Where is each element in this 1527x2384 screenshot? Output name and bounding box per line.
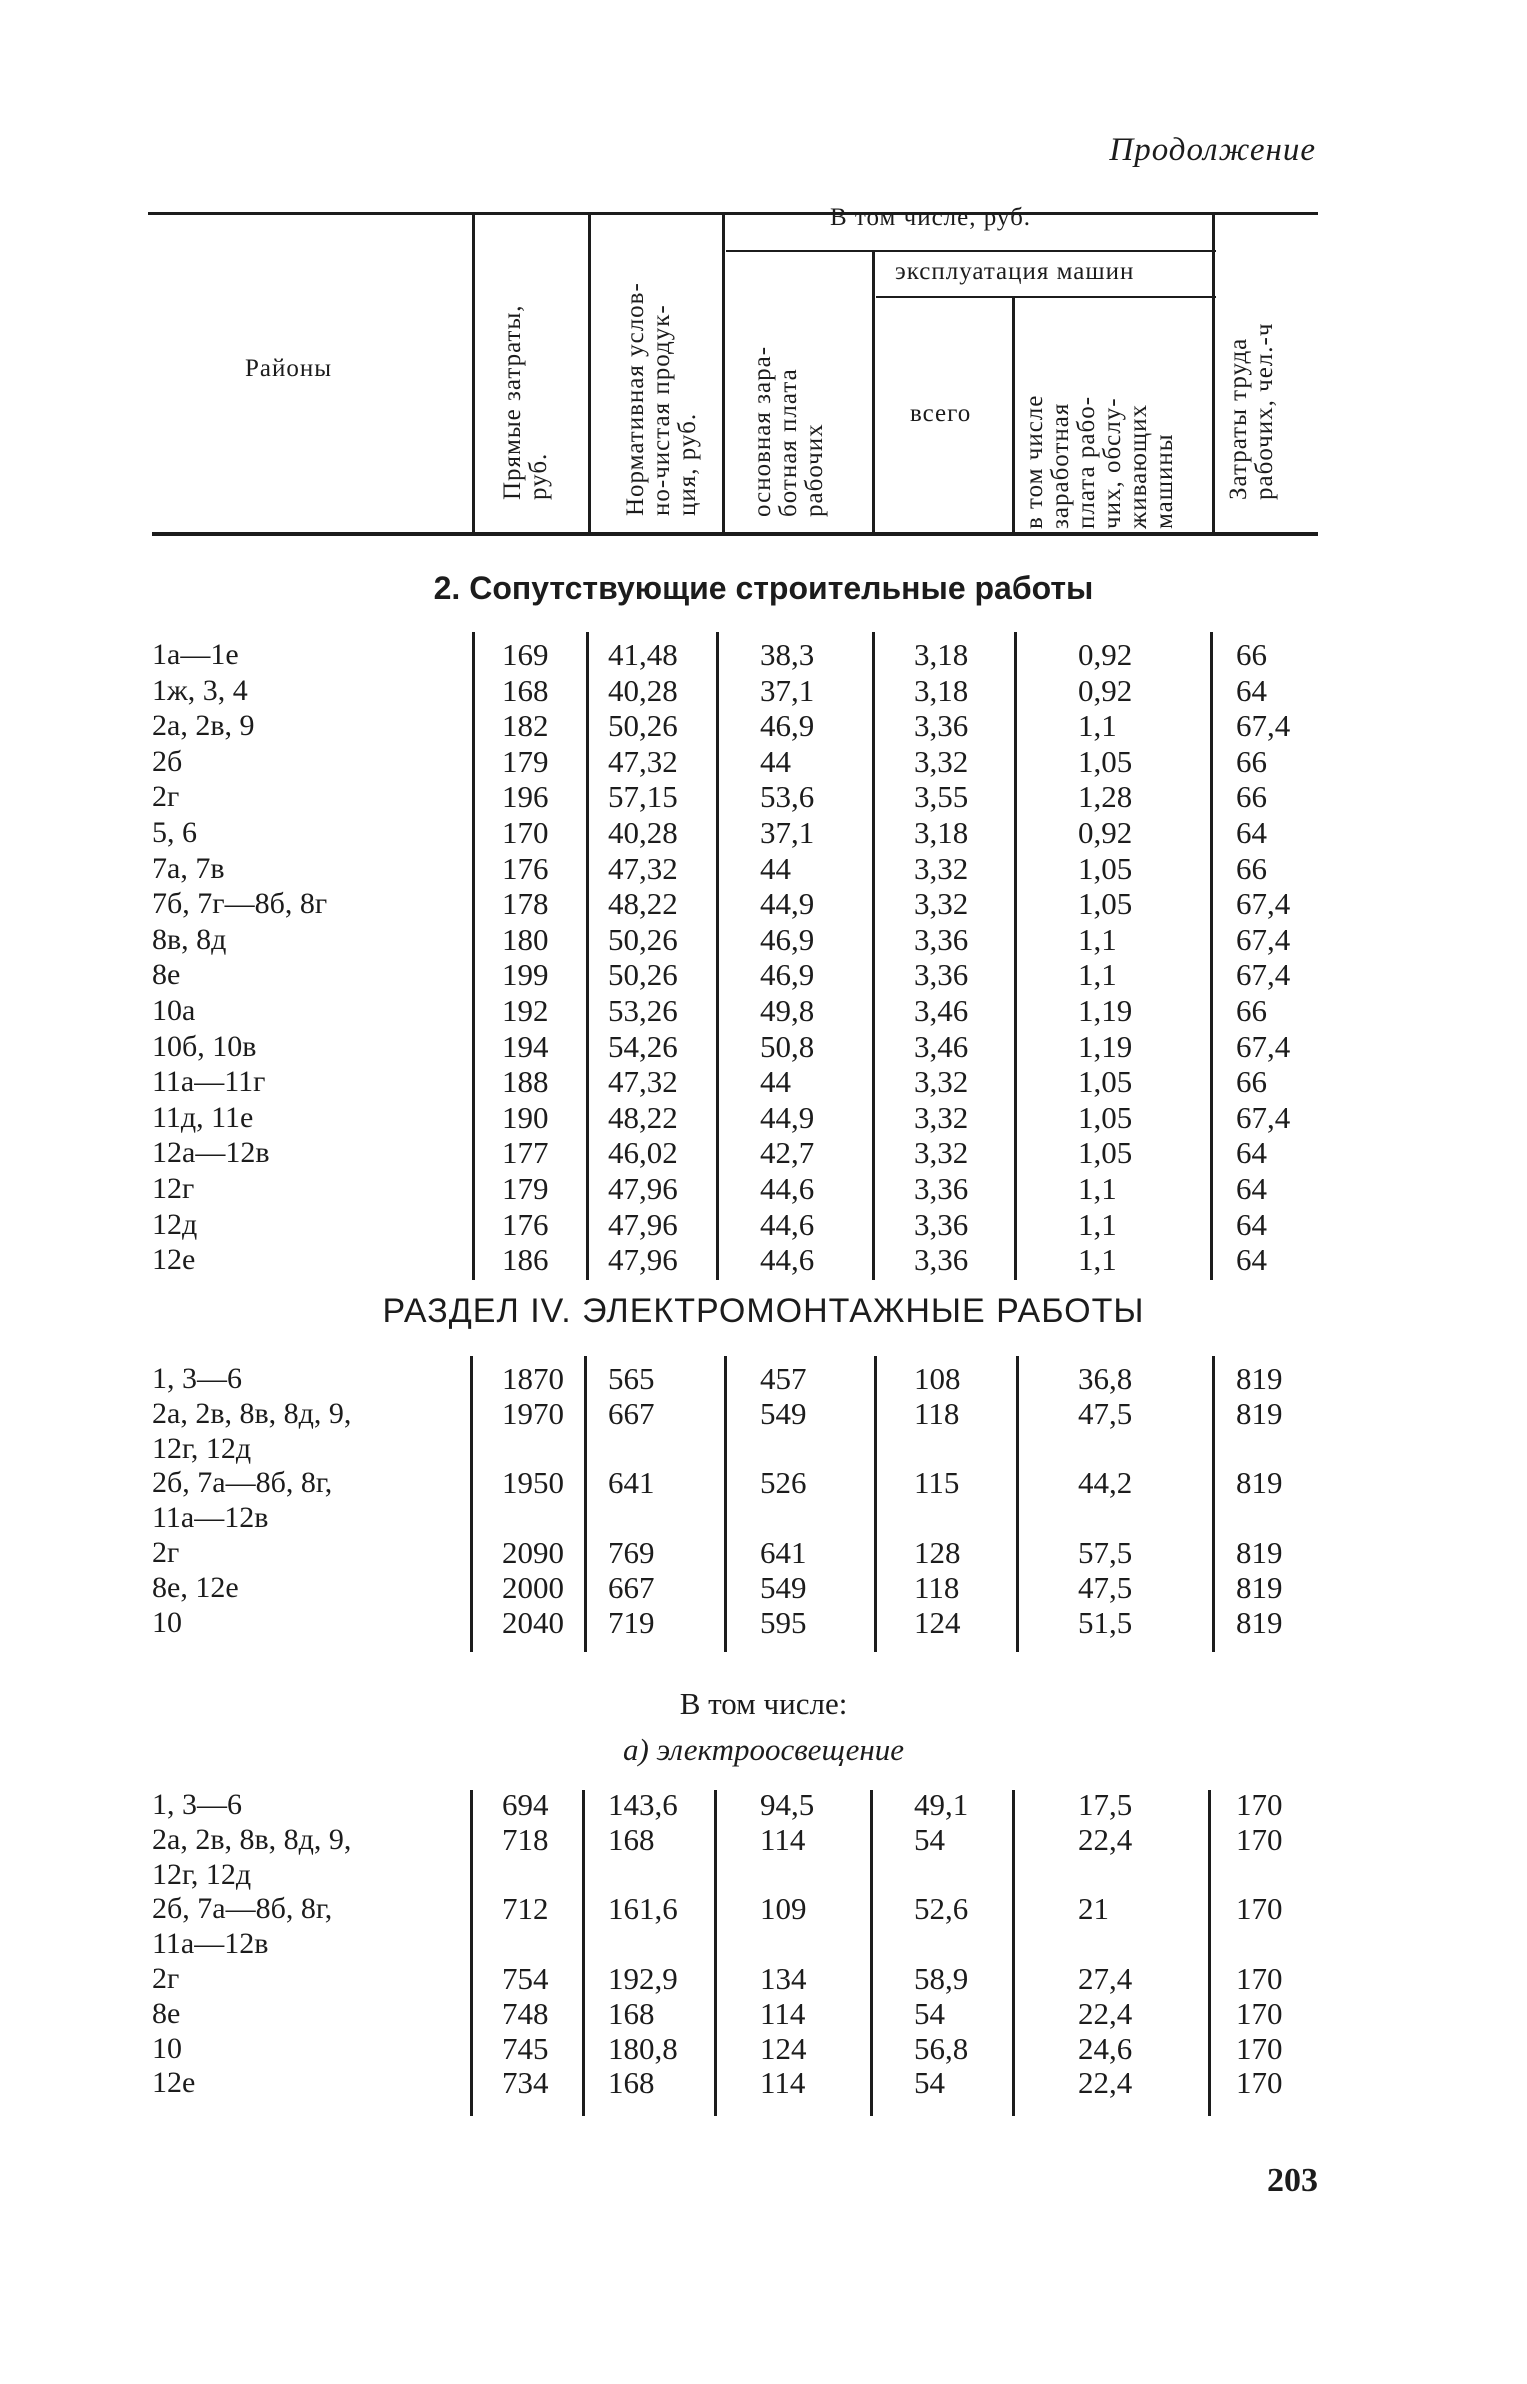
table-row [0, 1536, 1527, 1572]
direct-costs-cell: 1950 [502, 1465, 564, 1501]
region-cell: 1ж, 3, 4 [152, 673, 248, 707]
labor-costs-cell: 819 [1236, 1569, 1283, 1605]
region-cell: 12а—12в [152, 1136, 270, 1170]
machine-total-cell: 54 [914, 1995, 945, 2031]
table-row [0, 1362, 1527, 1398]
machine-wage-cell: 1,05 [1078, 886, 1133, 922]
regions-header: Районы [245, 355, 333, 382]
base-wage-cell: 49,8 [760, 993, 815, 1028]
table-row [0, 1823, 1527, 1859]
base-wage-cell: 114 [760, 1821, 806, 1857]
table-row [0, 1962, 1527, 1998]
continued-label: Продолжение [1109, 132, 1316, 168]
net-production-cell: 54,26 [608, 1028, 678, 1064]
region-cell: 2г [152, 1536, 180, 1569]
direct-costs-cell: 190 [502, 1099, 549, 1135]
page-number: 203 [1267, 2162, 1318, 2199]
direct-costs-cell: 188 [502, 1064, 549, 1100]
direct-costs-cell: 179 [502, 743, 549, 779]
net-production-cell: 47,96 [608, 1206, 678, 1242]
base-wage-header: основная зара- ботная плата рабочих [749, 345, 828, 517]
region-cell: 5, 6 [152, 816, 197, 849]
base-wage-cell: 44,9 [760, 1099, 815, 1135]
section-title-accompanying: 2. Сопутствующие строительные работы [433, 570, 1094, 606]
machine-wage-cell: 1,1 [1078, 957, 1117, 993]
labor-costs-cell: 64 [1236, 1171, 1267, 1206]
machine-wage-cell: 1,05 [1078, 1099, 1133, 1135]
machine-total-cell: 3,46 [914, 993, 969, 1028]
header-divider-5 [1012, 298, 1015, 532]
direct-costs-cell: 712 [502, 1891, 549, 1927]
subsection-title-lighting: а) электроосвещение [622, 1732, 905, 1767]
base-wage-cell: 38,3 [760, 637, 815, 672]
region-cell: 2а, 2в, 9 [152, 709, 255, 743]
base-wage-cell: 44,6 [760, 1171, 815, 1206]
labor-costs-cell: 170 [1236, 1787, 1283, 1822]
machine-wage-cell: 0,92 [1078, 815, 1133, 850]
region-cell: 12е [152, 2066, 196, 2100]
direct-costs-cell: 192 [502, 993, 549, 1028]
machine-total-cell: 3,18 [914, 672, 969, 708]
net-production-cell: 57,15 [608, 779, 678, 815]
region-cell: 2г [152, 1962, 180, 1995]
machine-wage-cell: 17,5 [1078, 1787, 1133, 1822]
machine-total-cell: 3,32 [914, 1135, 969, 1171]
machine-total-cell: 3,46 [914, 1028, 969, 1064]
table-row [0, 638, 1527, 674]
header-bottom-rule [152, 532, 1318, 536]
table-row [0, 887, 1527, 923]
labor-costs-cell: 819 [1236, 1465, 1283, 1501]
machine-total-cell: 54 [914, 2065, 945, 2101]
direct-costs-cell: 186 [502, 1242, 549, 1278]
labor-costs-cell: 64 [1236, 815, 1267, 850]
region-cell: 12д [152, 1207, 198, 1241]
machine-wage-cell: 47,5 [1078, 1395, 1133, 1431]
machine-wage-cell: 1,1 [1078, 921, 1117, 957]
net-production-cell: 47,32 [608, 743, 678, 779]
direct-costs-cell: 170 [502, 815, 549, 850]
net-production-cell: 168 [608, 2065, 655, 2101]
net-production-cell: 143,6 [608, 1787, 678, 1822]
machine-total-cell: 3,55 [914, 779, 969, 815]
base-wage-cell: 44 [760, 743, 791, 779]
machine-total-cell: 49,1 [914, 1787, 969, 1822]
machine-wage-cell: 24,6 [1078, 2030, 1133, 2066]
net-production-cell: 667 [608, 1569, 655, 1605]
base-wage-cell: 44 [760, 850, 791, 886]
labor-costs-cell: 67,4 [1236, 1099, 1291, 1135]
base-wage-cell: 595 [760, 1604, 807, 1640]
machine-total-cell: 118 [914, 1395, 960, 1431]
direct-costs-cell: 176 [502, 1206, 549, 1242]
machine-total-cell: 3,36 [914, 957, 969, 993]
machine-wage-cell: 47,5 [1078, 1569, 1133, 1605]
base-wage-cell: 46,9 [760, 708, 815, 744]
machine-wage-cell: 1,19 [1078, 993, 1133, 1028]
base-wage-cell: 46,9 [760, 957, 815, 993]
base-wage-cell: 114 [760, 2065, 806, 2101]
base-wage-cell: 37,1 [760, 815, 815, 850]
direct-costs-cell: 718 [502, 1821, 549, 1857]
machine-total-cell: 3,36 [914, 708, 969, 744]
labor-costs-cell: 170 [1236, 1891, 1283, 1927]
net-production-cell: 50,26 [608, 957, 678, 993]
base-wage-cell: 124 [760, 2030, 807, 2066]
net-production-cell: 47,32 [608, 850, 678, 886]
net-production-cell: 48,22 [608, 1099, 678, 1135]
net-production-cell: 47,96 [608, 1171, 678, 1206]
region-cell: 1а—1е [152, 638, 239, 671]
net-production-cell: 565 [608, 1361, 655, 1396]
machine-total-cell: 3,36 [914, 1242, 969, 1278]
table-row [0, 1858, 1527, 1894]
region-cell: 7б, 7г—8б, 8г [152, 887, 328, 921]
labor-costs-cell: 170 [1236, 2065, 1283, 2101]
machine-wage-cell: 51,5 [1078, 1604, 1133, 1640]
machine-wage-cell: 22,4 [1078, 1821, 1133, 1857]
header-divider-1 [472, 212, 475, 532]
machine-total-cell: 124 [914, 1604, 961, 1640]
region-cell: 12г, 12д [152, 1857, 252, 1891]
direct-costs-cell: 194 [502, 1028, 549, 1064]
region-cell: 7а, 7в [152, 851, 225, 885]
machine-wage-cell: 22,4 [1078, 2065, 1133, 2101]
table-row [0, 1030, 1527, 1066]
region-cell: 10а [152, 994, 196, 1027]
table-row [0, 780, 1527, 816]
region-cell: 2б, 7а—8б, 8г, [152, 1466, 333, 1500]
table-row [0, 1172, 1527, 1208]
labor-costs-cell: 66 [1236, 637, 1267, 672]
machine-wage-cell: 1,1 [1078, 708, 1117, 744]
direct-costs-cell: 168 [502, 672, 549, 708]
base-wage-cell: 109 [760, 1891, 807, 1927]
machine-wage-cell: 1,19 [1078, 1028, 1133, 1064]
net-production-cell: 719 [608, 1604, 655, 1640]
machine-total-cell: 54 [914, 1821, 945, 1857]
base-wage-cell: 549 [760, 1395, 807, 1431]
net-production-cell: 192,9 [608, 1961, 678, 1996]
table-row [0, 816, 1527, 852]
region-cell: 2б, 7а—8б, 8г, [152, 1892, 333, 1926]
region-cell: 12е [152, 1243, 196, 1277]
table-row [0, 2066, 1527, 2102]
direct-costs-cell: 178 [502, 886, 549, 922]
region-cell: 11а—12в [152, 1927, 269, 1961]
base-wage-cell: 53,6 [760, 779, 815, 815]
machine-wage-cell: 1,1 [1078, 1171, 1117, 1206]
machine-total-cell: 58,9 [914, 1961, 969, 1996]
table-row [0, 1397, 1527, 1433]
machine-total-cell: 3,32 [914, 886, 969, 922]
labor-costs-cell: 819 [1236, 1395, 1283, 1431]
base-wage-cell: 42,7 [760, 1135, 815, 1171]
base-wage-cell: 50,8 [760, 1028, 815, 1064]
table-row [0, 1136, 1527, 1172]
labor-costs-cell: 64 [1236, 1242, 1267, 1278]
direct-costs-cell: 180 [502, 921, 549, 957]
section-title-electrical: РАЗДЕЛ IV. ЭЛЕКТРОМОНТАЖНЫЕ РАБОТЫ [382, 1292, 1145, 1330]
net-production-cell: 161,6 [608, 1891, 678, 1927]
direct-costs-cell: 745 [502, 2030, 549, 2066]
net-production-cell: 47,32 [608, 1064, 678, 1100]
region-cell: 8е [152, 1996, 181, 2030]
table-row [0, 852, 1527, 888]
base-wage-cell: 457 [760, 1361, 807, 1396]
base-wage-cell: 114 [760, 1995, 806, 2031]
labor-costs-cell: 67,4 [1236, 708, 1291, 744]
direct-costs-header: Прямые затраты, руб. [499, 304, 552, 500]
header-divider-3 [722, 212, 725, 532]
machine-wage-cell: 1,05 [1078, 1064, 1133, 1100]
direct-costs-cell: 2090 [502, 1535, 564, 1570]
direct-costs-cell: 1970 [502, 1395, 564, 1431]
table-row [0, 1208, 1527, 1244]
direct-costs-cell: 754 [502, 1961, 549, 1996]
direct-costs-cell: 734 [502, 2065, 549, 2101]
labor-costs-cell: 66 [1236, 779, 1267, 815]
direct-costs-cell: 196 [502, 779, 549, 815]
table-row [0, 674, 1527, 710]
including-header: В том числе, руб. [830, 204, 1032, 231]
table-row [0, 1065, 1527, 1101]
direct-costs-cell: 177 [502, 1135, 549, 1171]
region-cell: 8е [152, 958, 181, 992]
base-wage-cell: 37,1 [760, 672, 815, 708]
net-production-cell: 41,48 [608, 637, 678, 672]
table-row [0, 1466, 1527, 1502]
region-cell: 10 [152, 2031, 182, 2065]
labor-costs-header: Затраты труда рабочих, чел.-ч [1225, 322, 1278, 500]
direct-costs-cell: 179 [502, 1171, 549, 1206]
labor-costs-cell: 67,4 [1236, 1028, 1291, 1064]
table-row [0, 1501, 1527, 1537]
machine-wage-cell: 0,92 [1078, 672, 1133, 708]
machine-operation-header: эксплуатация машин [895, 258, 1135, 285]
table-row [0, 2032, 1527, 2068]
net-production-cell: 47,96 [608, 1242, 678, 1278]
labor-costs-cell: 67,4 [1236, 921, 1291, 957]
direct-costs-cell: 176 [502, 850, 549, 886]
base-wage-cell: 46,9 [760, 921, 815, 957]
labor-costs-cell: 66 [1236, 1064, 1267, 1100]
machine-wage-cell: 1,28 [1078, 779, 1133, 815]
net-production-header: Нормативная услов- но-чистая продук- ция, руб. [622, 282, 701, 516]
machine-wage-cell: 27,4 [1078, 1961, 1133, 1996]
including-rule [726, 250, 1216, 252]
net-production-cell: 40,28 [608, 672, 678, 708]
header-divider-6 [1212, 212, 1215, 532]
labor-costs-cell: 64 [1236, 1135, 1267, 1171]
machine-wage-cell: 1,05 [1078, 743, 1133, 779]
base-wage-cell: 44 [760, 1064, 791, 1100]
machine-total-cell: 3,18 [914, 637, 969, 672]
machine-wage-cell: 22,4 [1078, 1995, 1133, 2031]
machine-total-cell: 3,32 [914, 1064, 969, 1100]
machine-total-cell: 3,18 [914, 815, 969, 850]
table-row [0, 1892, 1527, 1928]
region-cell: 11а—12в [152, 1501, 269, 1535]
region-cell: 8в, 8д [152, 922, 227, 956]
region-cell: 11а—11г [152, 1065, 266, 1099]
net-production-cell: 50,26 [608, 921, 678, 957]
machine-wage-header: в том числе заработная плата рабо- чих, обслу- живающих машины [1021, 394, 1178, 529]
machine-total-cell: 3,36 [914, 921, 969, 957]
labor-costs-cell: 66 [1236, 993, 1267, 1028]
machine-wage-cell: 36,8 [1078, 1361, 1133, 1396]
direct-costs-cell: 1870 [502, 1361, 564, 1396]
direct-costs-cell: 748 [502, 1995, 549, 2031]
machine-rule [876, 296, 1216, 298]
region-cell: 11д, 11е [152, 1100, 254, 1134]
net-production-cell: 46,02 [608, 1135, 678, 1171]
table-row [0, 1571, 1527, 1607]
region-cell: 2а, 2в, 8в, 8д, 9, [152, 1822, 352, 1856]
net-production-cell: 641 [608, 1465, 655, 1501]
header-divider-2 [588, 212, 591, 532]
region-cell: 12г, 12д [152, 1431, 252, 1465]
direct-costs-cell: 694 [502, 1787, 549, 1822]
labor-costs-cell: 170 [1236, 1821, 1283, 1857]
region-cell: 10б, 10в [152, 1029, 257, 1063]
machine-wage-cell: 1,05 [1078, 850, 1133, 886]
machine-wage-cell: 1,1 [1078, 1206, 1117, 1242]
labor-costs-cell: 67,4 [1236, 886, 1291, 922]
region-cell: 2а, 2в, 8в, 8д, 9, [152, 1396, 352, 1430]
machine-total-cell: 3,36 [914, 1206, 969, 1242]
direct-costs-cell: 2040 [502, 1604, 564, 1640]
base-wage-cell: 94,5 [760, 1787, 815, 1822]
table-row [0, 994, 1527, 1030]
machine-total-cell: 52,6 [914, 1891, 969, 1927]
header-divider-4 [872, 252, 875, 532]
machine-wage-cell: 21 [1078, 1891, 1109, 1927]
machine-total-cell: 3,32 [914, 850, 969, 886]
region-cell: 12г [152, 1172, 195, 1205]
net-production-cell: 48,22 [608, 886, 678, 922]
labor-costs-cell: 170 [1236, 1995, 1283, 2031]
header-top-rule [148, 212, 1318, 215]
net-production-cell: 769 [608, 1535, 655, 1570]
labor-costs-cell: 819 [1236, 1361, 1283, 1396]
labor-costs-cell: 819 [1236, 1604, 1283, 1640]
table-row [0, 923, 1527, 959]
machine-total-cell: 108 [914, 1361, 961, 1396]
machine-total-cell: 118 [914, 1569, 960, 1605]
net-production-cell: 667 [608, 1395, 655, 1431]
table-row [0, 1788, 1527, 1824]
region-cell: 1, 3—6 [152, 1362, 242, 1395]
machine-wage-cell: 0,92 [1078, 637, 1133, 672]
table-row [0, 1243, 1527, 1279]
machine-total-header: всего [910, 400, 972, 427]
table-row [0, 1997, 1527, 2033]
table-row [0, 745, 1527, 781]
machine-total-cell: 3,32 [914, 743, 969, 779]
including-label: В том числе: [679, 1686, 848, 1721]
direct-costs-cell: 2000 [502, 1569, 564, 1605]
base-wage-cell: 549 [760, 1569, 807, 1605]
base-wage-cell: 44,6 [760, 1206, 815, 1242]
net-production-cell: 53,26 [608, 993, 678, 1028]
region-cell: 2г [152, 780, 180, 814]
labor-costs-cell: 170 [1236, 1961, 1283, 1996]
machine-wage-cell: 1,05 [1078, 1135, 1133, 1171]
region-cell: 10 [152, 1605, 182, 1639]
base-wage-cell: 526 [760, 1465, 807, 1501]
direct-costs-cell: 169 [502, 637, 549, 672]
region-cell: 8е, 12е [152, 1570, 239, 1604]
machine-wage-cell: 57,5 [1078, 1535, 1133, 1570]
machine-wage-cell: 44,2 [1078, 1465, 1133, 1501]
net-production-cell: 168 [608, 1821, 655, 1857]
labor-costs-cell: 66 [1236, 850, 1267, 886]
region-cell: 2б [152, 744, 183, 778]
net-production-cell: 40,28 [608, 815, 678, 850]
table-row [0, 1606, 1527, 1642]
machine-wage-cell: 1,1 [1078, 1242, 1117, 1278]
labor-costs-cell: 170 [1236, 2030, 1283, 2066]
machine-total-cell: 56,8 [914, 2030, 969, 2066]
direct-costs-cell: 182 [502, 708, 549, 744]
labor-costs-cell: 819 [1236, 1535, 1283, 1570]
table-row [0, 709, 1527, 745]
machine-total-cell: 3,36 [914, 1171, 969, 1206]
base-wage-cell: 44,6 [760, 1242, 815, 1278]
table-row [0, 1432, 1527, 1468]
region-cell: 1, 3—6 [152, 1788, 242, 1821]
labor-costs-cell: 64 [1236, 672, 1267, 708]
table-row [0, 958, 1527, 994]
table-row [0, 1927, 1527, 1963]
net-production-cell: 180,8 [608, 2030, 678, 2066]
base-wage-cell: 134 [760, 1961, 807, 1996]
net-production-cell: 50,26 [608, 708, 678, 744]
net-production-cell: 168 [608, 1995, 655, 2031]
labor-costs-cell: 67,4 [1236, 957, 1291, 993]
labor-costs-cell: 66 [1236, 743, 1267, 779]
base-wage-cell: 44,9 [760, 886, 815, 922]
labor-costs-cell: 64 [1236, 1206, 1267, 1242]
direct-costs-cell: 199 [502, 957, 549, 993]
machine-total-cell: 128 [914, 1535, 961, 1570]
base-wage-cell: 641 [760, 1535, 807, 1570]
machine-total-cell: 115 [914, 1465, 960, 1501]
machine-total-cell: 3,32 [914, 1099, 969, 1135]
table-row [0, 1101, 1527, 1137]
